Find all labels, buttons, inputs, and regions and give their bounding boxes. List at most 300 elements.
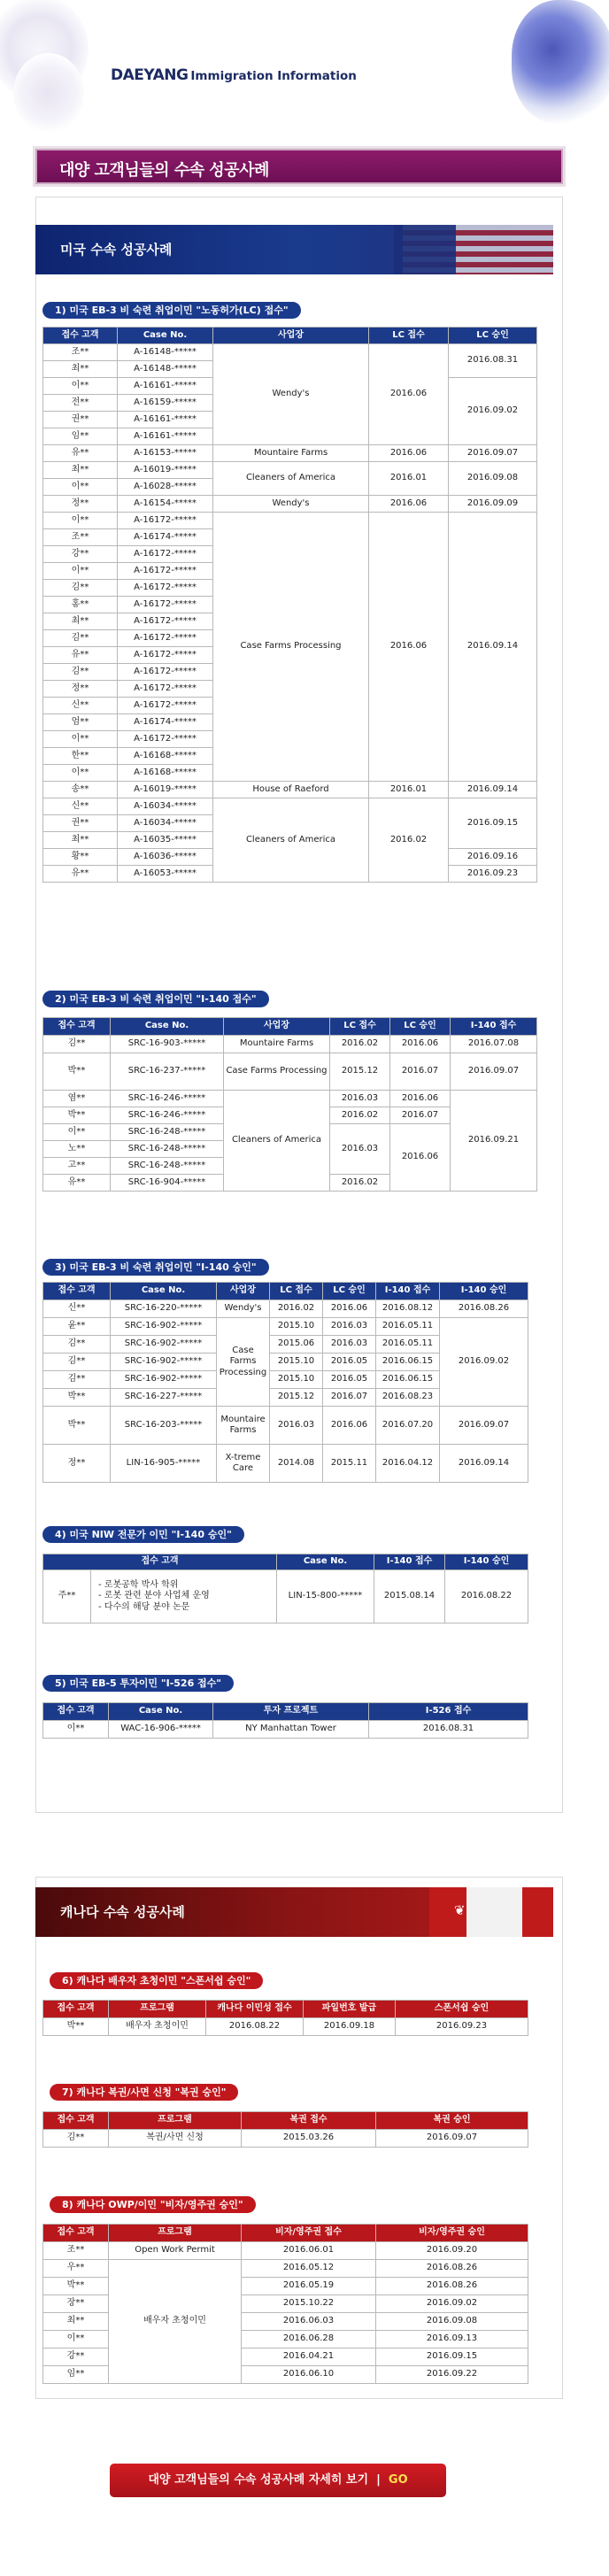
cell: 2015.11 <box>323 1445 376 1483</box>
cell: 2016.09.02 <box>440 1318 528 1407</box>
table-row <box>43 1053 537 1091</box>
cell: 2015.10 <box>270 1371 323 1389</box>
cell: 2016.06.15 <box>376 1354 440 1371</box>
table7-title: 7) 캐나다 복권/사면 신청 "복권 승인" <box>50 2084 238 2101</box>
cell: 2016.09.07 <box>451 1053 537 1091</box>
cell: 최** <box>43 832 118 849</box>
cell: 이** <box>43 1721 109 1739</box>
cell: SRC-16-246-***** <box>111 1107 224 1124</box>
cell: Mountaire Farms <box>224 1036 330 1053</box>
cell: 2016.06 <box>390 1124 451 1192</box>
bullet: - 로봇공학 박사 학위 <box>98 1579 179 1590</box>
cell: 2016.04.21 <box>242 2348 376 2366</box>
cell: 2016.02 <box>330 1175 390 1192</box>
cell: SRC-16-903-***** <box>111 1036 224 1053</box>
canada-flag-image <box>429 1887 553 1937</box>
cell: 신** <box>43 698 118 714</box>
cell: 2016.06.03 <box>242 2313 376 2331</box>
th: 프로그램 <box>109 2001 206 2018</box>
th: 접수 고객 <box>43 1283 111 1300</box>
cell: 이** <box>43 378 118 395</box>
cell: SRC-16-248-***** <box>111 1124 224 1141</box>
th: 접수 고객 <box>43 2225 109 2242</box>
th: 접수 고객 <box>43 1018 111 1036</box>
cell: Case Farms Processing <box>217 1318 270 1407</box>
th: 사업장 <box>213 328 369 344</box>
cell: 2016.09.08 <box>376 2313 528 2331</box>
cell: 유** <box>43 866 118 883</box>
cell: 2016.09.13 <box>376 2331 528 2348</box>
cell: 2016.08.31 <box>449 344 537 378</box>
cell: A-16172-***** <box>118 731 213 748</box>
th: LC 접수 <box>270 1283 323 1300</box>
cell: 2016.06 <box>323 1300 376 1318</box>
cell: A-16053-***** <box>118 866 213 883</box>
th: 파일번호 발급 <box>304 2001 396 2018</box>
cell: 2016.09.08 <box>449 462 537 496</box>
cell: 이** <box>43 563 118 580</box>
cell: A-16172-***** <box>118 630 213 647</box>
cell: 조** <box>43 529 118 546</box>
th: Case No. <box>111 1283 217 1300</box>
cell: 2016.03 <box>270 1407 323 1445</box>
bullet: - 다수의 해당 분야 논문 <box>98 1601 190 1612</box>
cell: 2016.06 <box>369 445 449 462</box>
cell: 2016.09.14 <box>440 1445 528 1483</box>
page-title: 대양 고객님들의 수속 성공사례 <box>59 161 269 180</box>
cell: 2016.08.26 <box>376 2260 528 2278</box>
cell: X-treme Care <box>217 1445 270 1483</box>
cell: SRC-16-904-***** <box>111 1175 224 1192</box>
table2 <box>42 1017 537 1192</box>
th: 접수 고객 <box>43 1554 277 1570</box>
us-section-banner <box>35 225 553 274</box>
cell: 최** <box>43 462 118 479</box>
cell: 2016.05.11 <box>376 1336 440 1354</box>
table-row <box>43 1721 528 1739</box>
cell: 김** <box>43 580 118 597</box>
cell: 황** <box>43 849 118 866</box>
table-row <box>43 513 537 529</box>
cell: 김** <box>43 1336 111 1354</box>
ca-section-title: 캐나다 수속 성공사례 <box>60 1904 185 1920</box>
cell: 2016.05.12 <box>242 2260 376 2278</box>
table8-title: 8) 캐나다 OWP/이민 "비자/영주권 승인" <box>50 2196 256 2213</box>
table-row <box>43 798 537 815</box>
table-row <box>43 2130 528 2148</box>
cell: SRC-16-902-***** <box>111 1354 217 1371</box>
cell: 홍** <box>43 597 118 613</box>
cell: 2016.07.20 <box>376 1407 440 1445</box>
table1-title: 1) 미국 EB-3 비 숙련 취업이민 "노동허가(LC) 접수" <box>42 302 301 319</box>
cell: 2016.02 <box>330 1107 390 1124</box>
cell: 2016.09.09 <box>449 496 537 513</box>
go-label: GO <box>388 2473 408 2487</box>
cell: 염** <box>43 1091 111 1107</box>
cell: 이** <box>43 731 118 748</box>
table-row <box>43 2018 528 2036</box>
cell: 김** <box>43 630 118 647</box>
cell: Cleaners of America <box>213 462 369 496</box>
cell: 2016.01 <box>369 782 449 798</box>
cell: 이** <box>43 513 118 529</box>
cell: A-16172-***** <box>118 597 213 613</box>
cell: 권** <box>43 412 118 428</box>
cell: 2016.08.22 <box>206 2018 304 2036</box>
cell: 윤** <box>43 1318 111 1336</box>
cell: SRC-16-227-***** <box>111 1389 217 1407</box>
cell: 박** <box>43 1389 111 1407</box>
cell: SRC-16-237-***** <box>111 1053 224 1091</box>
cell: A-16174-***** <box>118 529 213 546</box>
table-row <box>43 782 537 798</box>
view-more-button[interactable]: 대양 고객님들의 수속 성공사례 자세히 보기 | GO <box>110 2464 446 2497</box>
cell: 유** <box>43 647 118 664</box>
th: 접수 고객 <box>43 2112 109 2130</box>
th: 접수 고객 <box>43 328 118 344</box>
cell: A-16019-***** <box>118 782 213 798</box>
cell: 2016.06 <box>369 513 449 782</box>
cell: 정** <box>43 496 118 513</box>
th: 복권 접수 <box>242 2112 376 2130</box>
cell: 2016.08.12 <box>376 1300 440 1318</box>
cell: 2016.05.19 <box>242 2278 376 2295</box>
cell: A-16035-***** <box>118 832 213 849</box>
cell: 2014.08 <box>270 1445 323 1483</box>
table-row <box>43 1407 528 1445</box>
cell: 2016.02 <box>270 1300 323 1318</box>
cell: NY Manhattan Tower <box>213 1721 369 1739</box>
table4 <box>42 1554 528 1623</box>
cell: Mountaire Farms <box>217 1407 270 1445</box>
table-row <box>43 1036 537 1053</box>
cell: A-16172-***** <box>118 698 213 714</box>
cell: A-16159-***** <box>118 395 213 412</box>
cell: 2016.06 <box>369 344 449 445</box>
cell: 2016.06 <box>323 1407 376 1445</box>
cell: 한** <box>43 748 118 765</box>
cell: 엄** <box>43 714 118 731</box>
cell: 2016.08.23 <box>376 1389 440 1407</box>
cell: 최** <box>43 361 118 378</box>
table2-header-row <box>43 1018 537 1036</box>
cell: Cleaners of America <box>213 798 369 883</box>
view-more-label: 대양 고객님들의 수속 성공사례 자세히 보기 <box>148 2473 369 2487</box>
table-row <box>43 445 537 462</box>
cell: LIN-16-905-***** <box>111 1445 217 1483</box>
table-row <box>43 2242 528 2260</box>
flower-decoration-right <box>512 0 609 124</box>
table5-header-row <box>43 1703 528 1721</box>
cell: SRC-16-902-***** <box>111 1318 217 1336</box>
cell: A-16172-***** <box>118 681 213 698</box>
cell: Wendy's <box>213 344 369 445</box>
cell: 2016.06.01 <box>242 2242 376 2260</box>
us-section-title: 미국 수속 성공사례 <box>60 242 173 258</box>
cell: 정** <box>43 1445 111 1483</box>
table-row <box>43 1091 537 1107</box>
cell: A-16161-***** <box>118 412 213 428</box>
cell: 2015.06 <box>270 1336 323 1354</box>
cell: 신** <box>43 798 118 815</box>
cell: 김** <box>43 2130 109 2148</box>
cell: 2016.05 <box>323 1354 376 1371</box>
th: 복권 승인 <box>376 2112 528 2130</box>
cell: A-16172-***** <box>118 647 213 664</box>
cell: 2016.07.08 <box>451 1036 537 1053</box>
cell: 박** <box>43 1053 111 1091</box>
table6-header-row <box>43 2001 528 2018</box>
cell: 2016.04.12 <box>376 1445 440 1483</box>
cell: 2016.03 <box>323 1318 376 1336</box>
cell: 임** <box>43 428 118 445</box>
cell: 송** <box>43 782 118 798</box>
cell: 2016.09.22 <box>376 2366 528 2384</box>
cell: 강** <box>43 2348 109 2366</box>
th: LC 접수 <box>330 1018 390 1036</box>
cell: 2016.02 <box>369 798 449 883</box>
cell: 박** <box>43 1407 111 1445</box>
table-row <box>43 1570 528 1623</box>
th: LC 승인 <box>449 328 537 344</box>
cell: 김** <box>43 1354 111 1371</box>
th: LC 접수 <box>369 328 449 344</box>
cell: Case Farms Processing <box>213 513 369 782</box>
cell: Cleaners of America <box>224 1091 330 1192</box>
cell: Case Farms Processing <box>224 1053 330 1091</box>
th: 사업장 <box>224 1018 330 1036</box>
cell: 2016.09.18 <box>304 2018 396 2036</box>
table3-title: 3) 미국 EB-3 비 숙련 취업이민 "I-140 승인" <box>42 1259 269 1276</box>
th: Case No. <box>118 328 213 344</box>
table1 <box>42 327 537 883</box>
table-row <box>43 1445 528 1483</box>
cell: 2016.09.07 <box>449 445 537 462</box>
cell: A-16172-***** <box>118 580 213 597</box>
cell: 2016.09.14 <box>449 513 537 782</box>
cell: SRC-16-203-***** <box>111 1407 217 1445</box>
logo-main: DAEYANG <box>111 66 189 84</box>
cell: 노** <box>43 1141 111 1158</box>
cell: 이** <box>43 765 118 782</box>
table4-title: 4) 미국 NIW 전문가 이민 "I-140 승인" <box>42 1526 244 1543</box>
cell: 2016.09.02 <box>376 2295 528 2313</box>
th: 사업장 <box>217 1283 270 1300</box>
cell: 조** <box>43 344 118 361</box>
cell: 2016.03 <box>330 1091 390 1107</box>
table8-header-row <box>43 2225 528 2242</box>
cell: 2015.12 <box>270 1389 323 1407</box>
cell: 2015.10.22 <box>242 2295 376 2313</box>
cell: 이** <box>43 2331 109 2348</box>
table-row <box>43 1318 528 1336</box>
cell: A-16036-***** <box>118 849 213 866</box>
cell: SRC-16-902-***** <box>111 1371 217 1389</box>
table7 <box>42 2111 528 2148</box>
main-title-banner <box>35 149 563 184</box>
table1-header-row <box>43 328 537 344</box>
cell: Mountaire Farms <box>213 445 369 462</box>
cell: 2016.07 <box>390 1107 451 1124</box>
table7-header-row <box>43 2112 528 2130</box>
cell: A-16034-***** <box>118 815 213 832</box>
th: 비자/영주권 승인 <box>376 2225 528 2242</box>
th: I-140 승인 <box>445 1554 528 1570</box>
cell: 임** <box>43 2366 109 2384</box>
cell: 2016.09.21 <box>451 1091 537 1192</box>
th: I-140 접수 <box>374 1554 445 1570</box>
cell: 2015.10 <box>270 1354 323 1371</box>
cell: 복권/사면 신청 <box>109 2130 242 2148</box>
cell: 박** <box>43 1107 111 1124</box>
cell: 2016.09.07 <box>376 2130 528 2148</box>
table3 <box>42 1282 528 1483</box>
cell: 2016.06 <box>369 496 449 513</box>
cell: 전** <box>43 395 118 412</box>
cell: 2016.03 <box>330 1124 390 1175</box>
cell: 박** <box>43 2018 109 2036</box>
table-row <box>43 2260 528 2278</box>
cell: 2015.12 <box>330 1053 390 1091</box>
cell: LIN-15-800-***** <box>277 1570 374 1623</box>
cell: 2016.09.14 <box>449 782 537 798</box>
maple-leaf-icon: ❦ <box>454 1902 466 1918</box>
th: I-140 접수 <box>376 1283 440 1300</box>
cell: SRC-16-902-***** <box>111 1336 217 1354</box>
cell: House of Raeford <box>213 782 369 798</box>
cell: 2016.09.23 <box>396 2018 528 2036</box>
cell: 배우자 초청이민 <box>109 2018 206 2036</box>
cell: 2016.08.31 <box>369 1721 528 1739</box>
logo-sub: Immigration Information <box>190 69 357 83</box>
cell: 유** <box>43 1175 111 1192</box>
th: 투자 프로젝트 <box>213 1703 369 1721</box>
table5 <box>42 1702 528 1739</box>
th: Case No. <box>277 1554 374 1570</box>
cell: A-16153-***** <box>118 445 213 462</box>
cell: SRC-16-246-***** <box>111 1091 224 1107</box>
cell: 2016.07 <box>390 1053 451 1091</box>
cell: A-16172-***** <box>118 613 213 630</box>
cell: 2015.08.14 <box>374 1570 445 1623</box>
cell: SRC-16-220-***** <box>111 1300 217 1318</box>
bullet: - 로봇 관련 분야 사업체 운영 <box>98 1591 210 1601</box>
cell: A-16172-***** <box>118 513 213 529</box>
cell: 권** <box>43 815 118 832</box>
table2-title: 2) 미국 EB-3 비 숙련 취업이민 "I-140 접수" <box>42 991 269 1007</box>
cell: 2016.06.28 <box>242 2331 376 2348</box>
cell: Open Work Permit <box>109 2242 242 2260</box>
table-row <box>43 1300 528 1318</box>
cell: 이** <box>43 479 118 496</box>
cell: 2016.06.10 <box>242 2366 376 2384</box>
cell: 이** <box>43 1124 111 1141</box>
ca-section-banner <box>35 1887 553 1937</box>
cell: A-16019-***** <box>118 462 213 479</box>
cell: 2016.08.22 <box>445 1570 528 1623</box>
th: 비자/영주권 접수 <box>242 2225 376 2242</box>
cell: A-16148-***** <box>118 361 213 378</box>
cell: 김** <box>43 1371 111 1389</box>
cell: A-16172-***** <box>118 563 213 580</box>
cell: 유** <box>43 445 118 462</box>
th: 접수 고객 <box>43 2001 109 2018</box>
th: 프로그램 <box>109 2225 242 2242</box>
cell: 2016.01 <box>369 462 449 496</box>
table3-header-row <box>43 1283 528 1300</box>
th: Case No. <box>109 1703 213 1721</box>
cell: A-16028-***** <box>118 479 213 496</box>
cell: 장** <box>43 2295 109 2313</box>
page-header <box>0 0 609 133</box>
cell: 2016.08.26 <box>440 1300 528 1318</box>
cell: A-16172-***** <box>118 664 213 681</box>
cell: 박** <box>43 2278 109 2295</box>
th: 스폰서쉽 승인 <box>396 2001 528 2018</box>
cell: 주** <box>43 1570 91 1623</box>
cell: 강** <box>43 546 118 563</box>
th: I-140 승인 <box>440 1283 528 1300</box>
cell: A-16172-***** <box>118 546 213 563</box>
cell: 최** <box>43 613 118 630</box>
cell: 고** <box>43 1158 111 1175</box>
cell: 2016.06 <box>390 1036 451 1053</box>
cell: Wendy's <box>213 496 369 513</box>
cell: 2016.03 <box>323 1336 376 1354</box>
cell: 우** <box>43 2260 109 2278</box>
cell: A-16161-***** <box>118 428 213 445</box>
cell: SRC-16-248-***** <box>111 1141 224 1158</box>
cell: A-16034-***** <box>118 798 213 815</box>
th: 접수 고객 <box>43 1703 109 1721</box>
cell: 김** <box>43 664 118 681</box>
cell: 정** <box>43 681 118 698</box>
cell: A-16168-***** <box>118 765 213 782</box>
cell: 2016.09.16 <box>449 849 537 866</box>
cell: A-16168-***** <box>118 748 213 765</box>
cell: A-16161-***** <box>118 378 213 395</box>
table6 <box>42 2000 528 2036</box>
logo[interactable] <box>111 66 357 84</box>
th: 캐나다 이민성 접수 <box>206 2001 304 2018</box>
cell: 2016.09.02 <box>449 378 537 445</box>
cell: 2016.06 <box>390 1091 451 1107</box>
th: I-140 접수 <box>451 1018 537 1036</box>
cell: A-16148-***** <box>118 344 213 361</box>
us-flag-canton <box>394 225 456 274</box>
table-row <box>43 344 537 361</box>
cell: WAC-16-906-***** <box>109 1721 213 1739</box>
cell: Wendy's <box>217 1300 270 1318</box>
cell: A-16174-***** <box>118 714 213 731</box>
th: LC 승인 <box>390 1018 451 1036</box>
cell: 배우자 초청이민 <box>109 2260 242 2384</box>
th: 프로그램 <box>109 2112 242 2130</box>
table-row <box>43 462 537 479</box>
table-row <box>43 496 537 513</box>
table5-title: 5) 미국 EB-5 투자이민 "I-526 접수" <box>42 1675 234 1692</box>
cell: 김** <box>43 1036 111 1053</box>
cell: 2015.10 <box>270 1318 323 1336</box>
cell: A-16154-***** <box>118 496 213 513</box>
cell: 2016.07 <box>323 1389 376 1407</box>
cell: 2016.09.20 <box>376 2242 528 2260</box>
cell: SRC-16-248-***** <box>111 1158 224 1175</box>
table6-title: 6) 캐나다 배우자 초청이민 "스폰서쉽 승인" <box>50 1972 263 1989</box>
cell: 2015.03.26 <box>242 2130 376 2148</box>
cell: 신** <box>43 1300 111 1318</box>
cell-bullets <box>91 1570 277 1623</box>
